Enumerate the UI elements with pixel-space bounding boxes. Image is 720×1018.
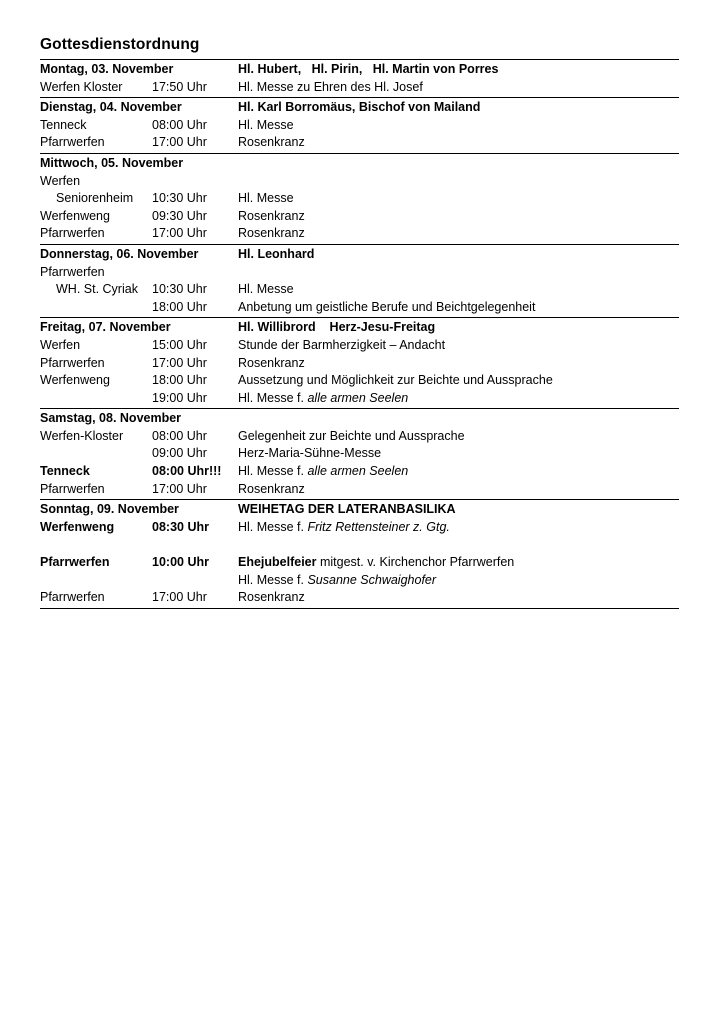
day-info: WEIHETAG DER LATERANBASILIKA [238, 502, 456, 517]
description-cell [238, 428, 679, 446]
description-part: Ehejubelfeier [238, 555, 317, 570]
time-cell: 17:00 Uhr [152, 481, 207, 496]
description-cell [238, 281, 679, 299]
description-part: Hl. Messe f. [238, 390, 308, 405]
description-part: Hl. Messe f. [238, 519, 308, 534]
day-header-row [40, 99, 679, 117]
location-cell: Werfen Kloster [40, 79, 123, 94]
schedule-row [40, 572, 679, 590]
day-info: Hl. Leonhard [238, 246, 315, 261]
day-label: Montag, 03. November [40, 62, 174, 76]
schedule-row [40, 463, 679, 481]
description-cell [238, 337, 679, 355]
day-section [40, 500, 679, 609]
location-cell: Pfarrwerfen [40, 264, 105, 279]
description-part: Rosenkranz [238, 135, 305, 150]
day-label: Donnerstag, 06. November [40, 246, 199, 261]
description-part: Susanne Schwaighofer [307, 572, 437, 587]
description-part: Anbetung um geistliche Berufe und Beichtgelegenheit [238, 299, 536, 314]
day-label: Sonntag, 09. November [40, 502, 179, 517]
schedule-row [40, 117, 679, 135]
time-cell: 17:50 Uhr [152, 79, 207, 94]
time-cell: 17:00 Uhr [152, 135, 207, 150]
schedule-row [40, 372, 679, 390]
time-cell: 17:00 Uhr [152, 355, 207, 370]
description-part: Hl. Messe [238, 191, 294, 206]
schedule-table [40, 59, 679, 609]
day-label: Mittwoch, 05. November [40, 155, 184, 170]
description-part: Aussetzung und Möglichkeit zur Beichte und Aussprache [238, 373, 553, 388]
description-cell [238, 208, 679, 226]
schedule-row [40, 589, 679, 607]
location-cell: Tenneck [40, 464, 90, 479]
description-cell [238, 589, 679, 607]
location-cell: Tenneck [40, 117, 87, 132]
day-section [40, 154, 679, 245]
day-header-row [40, 319, 679, 337]
time-cell: 08:00 Uhr [152, 117, 207, 132]
schedule-row [40, 519, 679, 537]
description-part: mitgest. v. Kirchenchor Pfarrwerfen [316, 555, 515, 570]
page-title: Gottesdienstordnung [40, 36, 200, 53]
blank-row [40, 536, 679, 554]
location-cell: Werfenweng [40, 519, 115, 534]
day-section [40, 409, 679, 500]
description-part: Hl. Messe f. [238, 572, 308, 587]
time-cell: 15:00 Uhr [152, 337, 207, 352]
description-cell [238, 481, 679, 499]
day-label: Freitag, 07. November [40, 320, 171, 335]
description-part: Rosenkranz [238, 481, 305, 496]
schedule-row [40, 337, 679, 355]
description-cell [238, 372, 679, 390]
day-header-row [40, 410, 679, 428]
description-part: Hl. Messe [238, 117, 294, 132]
location-cell: Pfarrwerfen [40, 226, 105, 241]
description-part: Herz-Maria-Sühne-Messe [238, 446, 382, 461]
schedule-row [40, 554, 679, 572]
description-part: Fritz Rettensteiner z. Gtg. [307, 519, 450, 534]
time-cell: 19:00 Uhr [152, 390, 207, 405]
schedule-row [40, 445, 679, 463]
schedule-row [40, 281, 679, 299]
location-cell: Pfarrwerfen [40, 355, 105, 370]
schedule-row [40, 190, 679, 208]
description-cell [238, 355, 679, 373]
schedule-row [40, 79, 679, 97]
location-cell: Seniorenheim [56, 191, 134, 206]
day-info: Hl. Hubert, Hl. Pirin, Hl. Martin von Porres [238, 62, 499, 76]
time-cell: 09:00 Uhr [152, 446, 207, 461]
schedule-row [40, 481, 679, 499]
time-cell: 17:00 Uhr [152, 590, 207, 605]
time-cell: 18:00 Uhr [152, 299, 207, 314]
description-part: Rosenkranz [238, 355, 305, 370]
location-cell: Werfenweng [40, 373, 110, 388]
description-part: Hl. Messe zu Ehren des Hl. Josef [238, 79, 423, 94]
description-cell [238, 463, 679, 481]
description-part: Hl. Messe [238, 282, 294, 297]
description-part: alle armen Seelen [307, 390, 409, 405]
description-cell [238, 390, 679, 408]
day-section [40, 245, 679, 318]
description-cell [238, 519, 679, 537]
description-part: Stunde der Barmherzigkeit – Andacht [238, 337, 446, 352]
schedule-row [40, 299, 679, 317]
day-header-row [40, 155, 679, 173]
description-cell [238, 225, 679, 243]
description-part: Rosenkranz [238, 590, 305, 605]
description-cell [238, 117, 679, 135]
time-cell: 10:30 Uhr [152, 282, 207, 297]
location-cell: WH. St. Cyriak [56, 282, 138, 297]
location-cell: Werfen [40, 173, 81, 188]
time-cell: 10:00 Uhr [152, 555, 209, 570]
description-cell [238, 572, 679, 590]
location-cell: Pfarrwerfen [40, 590, 105, 605]
time-cell: 08:00 Uhr!!! [152, 464, 222, 479]
location-cell: Pfarrwerfen [40, 135, 105, 150]
day-info: Hl. Karl Borromäus, Bischof von Mailand [238, 100, 481, 115]
day-info: Hl. Willibrord Herz-Jesu-Freitag [238, 320, 436, 335]
schedule-row [40, 134, 679, 152]
day-header-row [40, 61, 679, 79]
day-header-row [40, 501, 679, 519]
schedule-row [40, 225, 679, 243]
day-label: Dienstag, 04. November [40, 100, 182, 115]
description-cell [238, 299, 679, 317]
schedule-row [40, 355, 679, 373]
day-section [40, 98, 679, 154]
day-section [40, 60, 679, 98]
description-cell [238, 554, 679, 572]
time-cell: 09:30 Uhr [152, 208, 207, 223]
location-cell: Pfarrwerfen [40, 555, 110, 570]
description-cell [238, 79, 679, 97]
schedule-row [40, 173, 679, 191]
location-cell: Werfen-Kloster [40, 428, 124, 443]
description-part: Rosenkranz [238, 208, 305, 223]
time-cell: 17:00 Uhr [152, 226, 207, 241]
time-cell: 10:30 Uhr [152, 191, 207, 206]
location-cell: Werfen [40, 337, 81, 352]
description-part: Rosenkranz [238, 226, 305, 241]
day-header-row [40, 246, 679, 264]
location-cell: Werfenweng [40, 208, 110, 223]
description-part: Hl. Messe f. [238, 464, 308, 479]
day-section [40, 318, 679, 409]
schedule-row [40, 428, 679, 446]
schedule-row [40, 390, 679, 408]
location-cell: Pfarrwerfen [40, 481, 105, 496]
description-part: alle armen Seelen [307, 464, 409, 479]
day-label: Samstag, 08. November [40, 411, 182, 426]
description-part: Gelegenheit zur Beichte und Aussprache [238, 428, 465, 443]
time-cell: 08:00 Uhr [152, 428, 207, 443]
time-cell: 18:00 Uhr [152, 373, 207, 388]
description-cell [238, 190, 679, 208]
time-cell: 08:30 Uhr [152, 519, 209, 534]
schedule-row [40, 264, 679, 282]
description-cell [238, 134, 679, 152]
description-cell [238, 445, 679, 463]
schedule-row [40, 208, 679, 226]
